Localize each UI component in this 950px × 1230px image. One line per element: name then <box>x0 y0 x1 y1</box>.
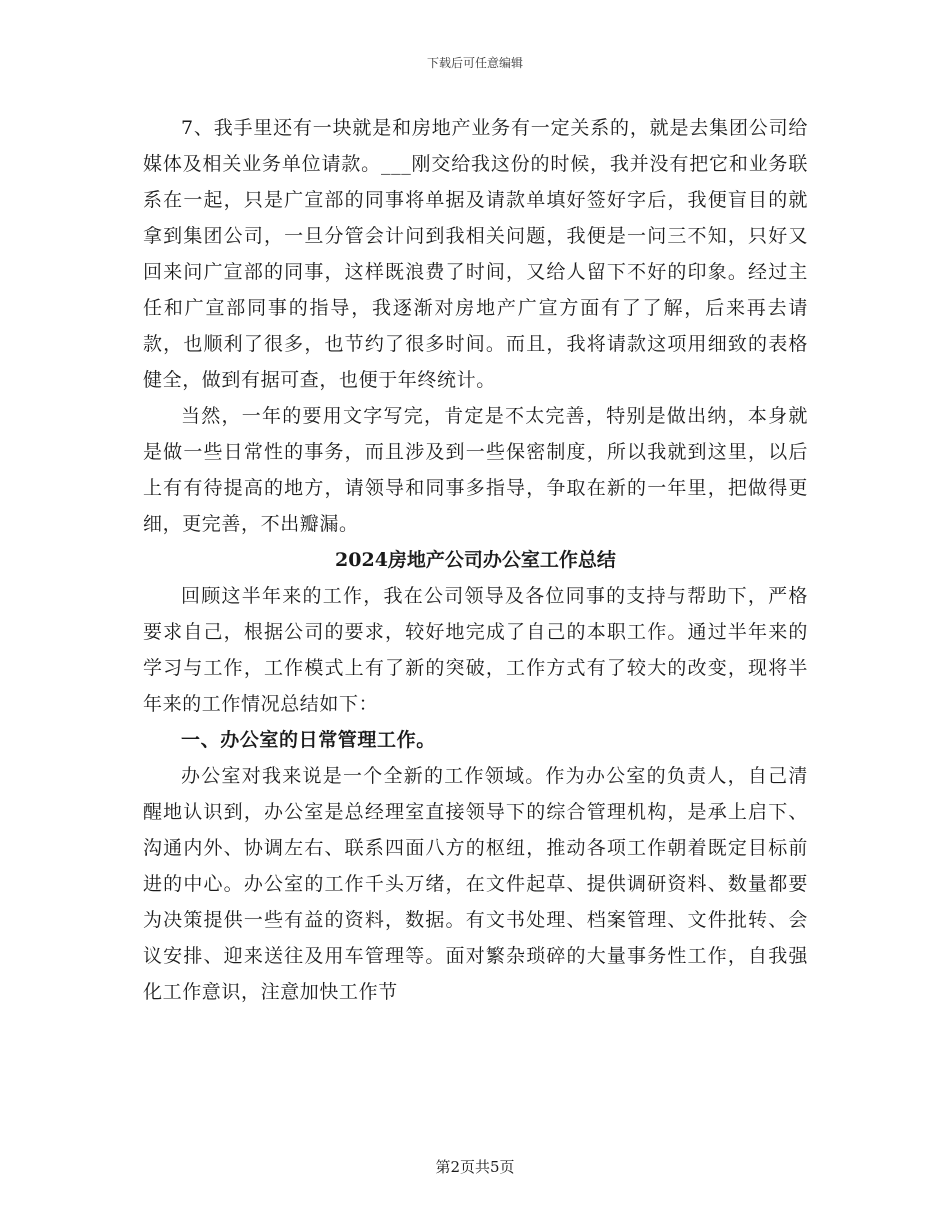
paragraph-closing: 当然，一年的要用文字写完，肯定是不太完善，特别是做出纳，本身就是做一些日常性的事务，而且涉及到一些保密制度，所以我就到这里，以后上有有待提高的地方，请领导和同事多指导，争取在新的一年里，把做得更细，更完善，不出瓣漏。 <box>143 405 808 535</box>
section-heading-1: 一、办公室的日常管理工作。 <box>181 729 436 751</box>
page-footer: 第2页共5页 <box>435 1158 515 1176</box>
document-title: 2024房地产公司办公室工作总结 <box>335 549 616 571</box>
paragraph-section-1: 办公室对我来说是一个全新的工作领域。作为办公室的负责人，自己清醒地认识到，办公室是总经理室直接领导下的综合管理机构，是承上启下、沟通内外、协调左右、联系四面八方的枢纽，推动各项工作朝着既定目标前进的中心。办公室的工作千头万绪，在文件起草、提供调研资料、数量都要为决策提供一些有益的资料，数据。有文书处理、档案管理、文件批转、会议安排、迎来送往及用车管理等。面对繁杂琐碎的大量事务性工作，自我强化工作意识，注意加快工作节 <box>143 765 808 1003</box>
header-note: 下载后可任意编辑 <box>426 56 523 70</box>
paragraph-item-7: 7、我手里还有一块就是和房地产业务有一定关系的，就是去集团公司给媒体及相关业务单位请款。___刚交给我这份的时候，我并没有把它和业务联系在一起，只是广宣部的同事将单据及请款单填好签好字后，我便盲目的就拿到集团公司，一旦分管会计问到我相关问题，我便是一问三不知，只好又回来问广宣部的同事，这样既浪费了时间，又给人留下不好的印象。经过主任和广宣部同事的指导，我逐渐对房地产广宣方面有了了解，后来再去请款，也顺利了很多，也节约了很多时间。而且，我将请款这项用细致的表格健全，做到有据可查，也便于年终统计。 <box>143 117 808 391</box>
paragraph-intro: 回顾这半年来的工作，我在公司领导及各位同事的支持与帮助下，严格要求自己，根据公司的要求，较好地完成了自己的本职工作。通过半年来的学习与工作，工作模式上有了新的突破，工作方式有了较大的改变，现将半年来的工作情况总结如下： <box>143 585 808 715</box>
document-body <box>143 110 808 1010</box>
